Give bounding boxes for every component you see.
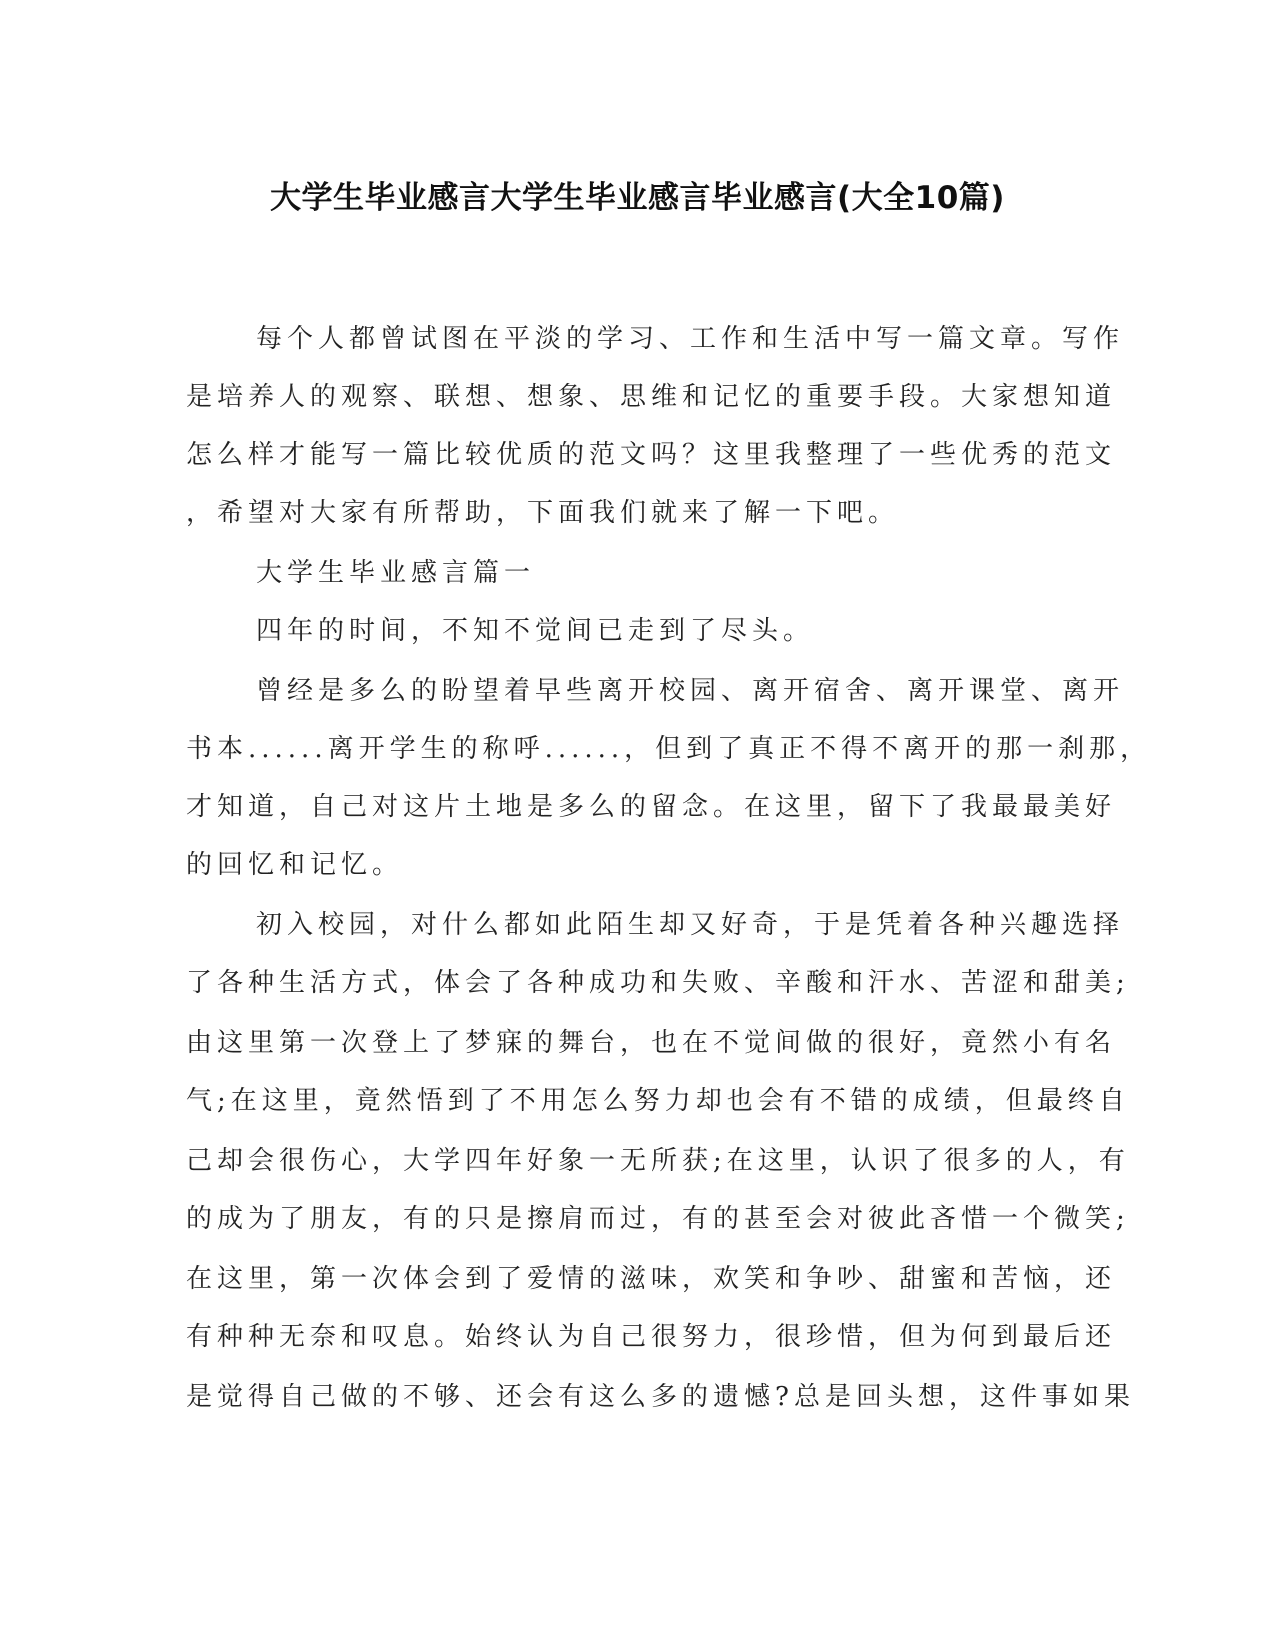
paragraph-line: 才知道，自己对这片土地是多么的留念。在这里，留下了我最最美好	[186, 792, 1117, 822]
paragraph-line: 的回忆和记忆。	[186, 850, 404, 880]
paragraph-line: 是培养人的观察、联想、想象、思维和记忆的重要手段。大家想知道	[186, 382, 1117, 412]
section-heading: 大学生毕业感言篇一	[256, 558, 536, 588]
paragraph-line: 是觉得自己做的不够、还会有这么多的遗憾?总是回头想，这件事如果	[186, 1382, 1135, 1412]
paragraph-line: 书本......离开学生的称呼......，但到了真正不得不离开的那一刹那，	[186, 734, 1152, 764]
paragraph-line: 怎么样才能写一篇比较优质的范文吗？这里我整理了一些优秀的范文	[186, 440, 1117, 470]
paragraph-line: 了各种生活方式，体会了各种成功和失败、辛酸和汗水、苦涩和甜美;	[186, 968, 1130, 998]
paragraph-line: 曾经是多么的盼望着早些离开校园、离开宿舍、离开课堂、离开	[256, 676, 1125, 706]
paragraph-line: ，希望对大家有所帮助，下面我们就来了解一下吧。	[186, 498, 900, 528]
paragraph-line: 初入校园，对什么都如此陌生却又好奇，于是凭着各种兴趣选择	[256, 910, 1125, 940]
paragraph-line: 己却会很伤心，大学四年好象一无所获;在这里，认识了很多的人，有	[186, 1146, 1130, 1176]
paragraph-line: 气;在这里，竟然悟到了不用怎么努力却也会有不错的成绩，但最终自	[186, 1086, 1130, 1116]
paragraph-line: 由这里第一次登上了梦寐的舞台，也在不觉间做的很好，竟然小有名	[186, 1028, 1117, 1058]
paragraph-line: 四年的时间，不知不觉间已走到了尽头。	[256, 616, 815, 646]
paragraph-line: 每个人都曾试图在平淡的学习、工作和生活中写一篇文章。写作	[256, 324, 1125, 354]
paragraph-line: 的成为了朋友，有的只是擦肩而过，有的甚至会对彼此吝惜一个微笑;	[186, 1204, 1130, 1234]
paragraph-line: 在这里，第一次体会到了爱情的滋味，欢笑和争吵、甜蜜和苦恼，还	[186, 1264, 1117, 1294]
paragraph-line: 有种种无奈和叹息。始终认为自己很努力，很珍惜，但为何到最后还	[186, 1322, 1117, 1352]
document-title: 大学生毕业感言大学生毕业感言毕业感言(大全10篇)	[270, 180, 1005, 216]
